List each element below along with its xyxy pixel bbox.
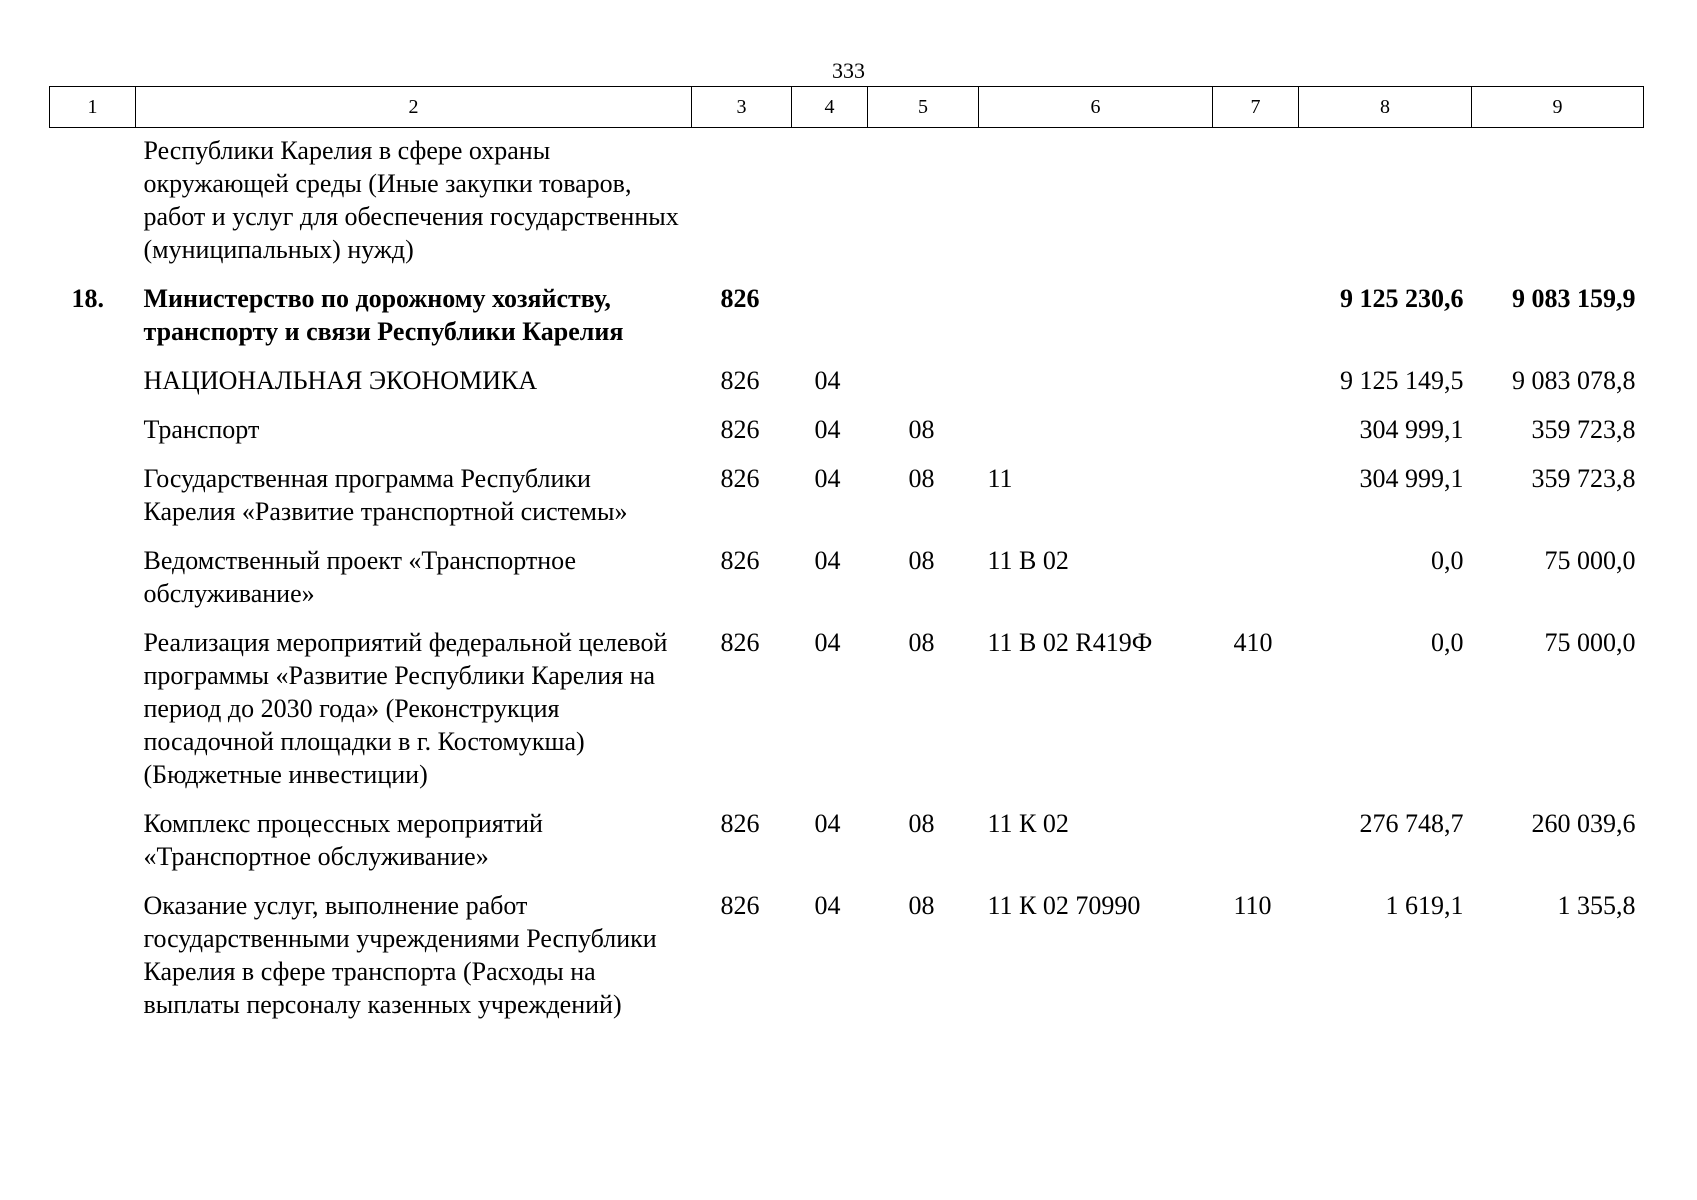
- section-code-cell: 04: [814, 891, 841, 920]
- table-row: [50, 889, 1644, 1037]
- amount-year2-cell: 75 000,0: [1544, 628, 1636, 657]
- table-row: [50, 626, 1644, 807]
- ministry-code-cell: 826: [720, 415, 760, 444]
- subsection-code-cell: [868, 282, 979, 364]
- expense-type-cell: [1213, 364, 1299, 413]
- amount-year1-cell: 304 999,1: [1359, 464, 1464, 493]
- expense-type-cell: [1213, 282, 1299, 364]
- amount-year1-cell: [1299, 128, 1472, 283]
- amount-year1-cell: 9 125 149,5: [1340, 366, 1464, 395]
- subsection-code-cell: [868, 128, 979, 283]
- section-code-cell: 04: [814, 809, 841, 838]
- section-code-cell: 04: [814, 546, 841, 575]
- item-name-cell: НАЦИОНАЛЬНАЯ ЭКОНОМИКА: [143, 366, 538, 395]
- amount-year2-cell: 75 000,0: [1544, 546, 1636, 575]
- subsection-code-cell: 08: [908, 809, 935, 838]
- ministry-code-cell: 826: [720, 464, 760, 493]
- table-row: [50, 128, 1644, 283]
- amount-year2-cell: 260 039,6: [1531, 809, 1636, 838]
- column-header: 3: [692, 87, 792, 128]
- ministry-code-cell: 826: [720, 546, 760, 575]
- target-article-cell: 11 К 02: [987, 809, 1069, 838]
- amount-year1-cell: 1 619,1: [1385, 891, 1464, 920]
- expense-type-cell: 410: [1233, 628, 1273, 657]
- section-code-cell: 04: [814, 464, 841, 493]
- section-code-cell: [792, 128, 868, 283]
- column-header: 1: [50, 87, 136, 128]
- row-number-cell: [50, 889, 136, 1037]
- target-article-cell: 11: [987, 464, 1013, 493]
- section-code-cell: [792, 282, 868, 364]
- row-number-cell: [50, 128, 136, 283]
- amount-year2-cell: 359 723,8: [1531, 415, 1636, 444]
- table-row: [50, 462, 1644, 544]
- subsection-code-cell: 08: [908, 546, 935, 575]
- ministry-code-cell: 826: [720, 284, 760, 313]
- amount-year2-cell: 1 355,8: [1557, 891, 1636, 920]
- row-number-cell: [50, 807, 136, 889]
- target-article-cell: [979, 282, 1213, 364]
- target-article-cell: 11 К 02 70990: [987, 891, 1141, 920]
- amount-year2-cell: 359 723,8: [1531, 464, 1636, 493]
- ministry-code-cell: 826: [720, 366, 760, 395]
- expense-type-cell: [1213, 128, 1299, 283]
- table-row: [50, 544, 1644, 626]
- item-name-cell: Республики Карелия в сфере охраны окружающей среды (Иные закупки товаров, работ и услуг для обеспечения государственных (муниципальных) нужд): [143, 136, 679, 264]
- amount-year1-cell: 276 748,7: [1359, 809, 1464, 838]
- column-header: 6: [979, 87, 1213, 128]
- column-header: 4: [792, 87, 868, 128]
- amount-year1-cell: 0,0: [1431, 628, 1464, 657]
- section-code-cell: 04: [814, 366, 841, 395]
- target-article-cell: [979, 128, 1213, 283]
- item-name-cell: Комплекс процессных мероприятий «Транспортное обслуживание»: [143, 809, 543, 871]
- row-number-cell: [50, 626, 136, 807]
- item-name-cell: Оказание услуг, выполнение работ государственными учреждениями Республики Карелия в сфере транспорта (Расходы на выплаты персоналу казенных учреждений): [143, 891, 657, 1019]
- amount-year2-cell: 9 083 159,9: [1512, 284, 1636, 313]
- target-article-cell: 11 В 02: [987, 546, 1069, 575]
- section-code-cell: 04: [814, 415, 841, 444]
- subsection-code-cell: 08: [908, 628, 935, 657]
- target-article-cell: [979, 413, 1213, 462]
- item-name-cell: Министерство по дорожному хозяйству, транспорту и связи Республики Карелия: [143, 284, 624, 346]
- row-number-cell: [50, 413, 136, 462]
- section-code-cell: 04: [814, 628, 841, 657]
- row-number-cell: [50, 462, 136, 544]
- item-name-cell: Реализация мероприятий федеральной целевой программы «Развитие Республики Карелия на период до 2030 года» (Реконструкция посадочной площадки в г. Костомукша) (Бюджетные инвестиции): [143, 628, 668, 789]
- column-header: 7: [1213, 87, 1299, 128]
- amount-year1-cell: 0,0: [1431, 546, 1464, 575]
- row-number-cell: [50, 544, 136, 626]
- target-article-cell: 11 В 02 R419Ф: [987, 628, 1153, 657]
- subsection-code-cell: [868, 364, 979, 413]
- expense-type-cell: [1213, 544, 1299, 626]
- column-header: 8: [1299, 87, 1472, 128]
- expense-type-cell: [1213, 462, 1299, 544]
- table-row: [50, 364, 1644, 413]
- budget-table: [49, 86, 1644, 1037]
- page-number: 333: [832, 58, 865, 83]
- table-row: [50, 413, 1644, 462]
- ministry-code-cell: 826: [720, 809, 760, 838]
- column-header: 5: [868, 87, 979, 128]
- column-header: 9: [1472, 87, 1644, 128]
- row-number-cell: [50, 364, 136, 413]
- column-header: 2: [136, 87, 692, 128]
- subsection-code-cell: 08: [908, 464, 935, 493]
- row-number-cell: 18.: [71, 284, 104, 313]
- amount-year1-cell: 304 999,1: [1359, 415, 1464, 444]
- expense-type-cell: 110: [1233, 891, 1272, 920]
- ministry-code-cell: [692, 128, 792, 283]
- amount-year2-cell: [1472, 128, 1644, 283]
- subsection-code-cell: 08: [908, 891, 935, 920]
- ministry-code-cell: 826: [720, 891, 760, 920]
- item-name-cell: Транспорт: [143, 415, 260, 444]
- table-row: [50, 282, 1644, 364]
- amount-year1-cell: 9 125 230,6: [1340, 284, 1464, 313]
- item-name-cell: Государственная программа Республики Карелия «Развитие транспортной системы»: [143, 464, 628, 526]
- subsection-code-cell: 08: [908, 415, 935, 444]
- table-row: [50, 807, 1644, 889]
- expense-type-cell: [1213, 413, 1299, 462]
- table-body: [50, 128, 1644, 1038]
- amount-year2-cell: 9 083 078,8: [1512, 366, 1636, 395]
- expense-type-cell: [1213, 807, 1299, 889]
- column-number-header-row: [50, 87, 1644, 128]
- target-article-cell: [979, 364, 1213, 413]
- ministry-code-cell: 826: [720, 628, 760, 657]
- item-name-cell: Ведомственный проект «Транспортное обслуживание»: [143, 546, 577, 608]
